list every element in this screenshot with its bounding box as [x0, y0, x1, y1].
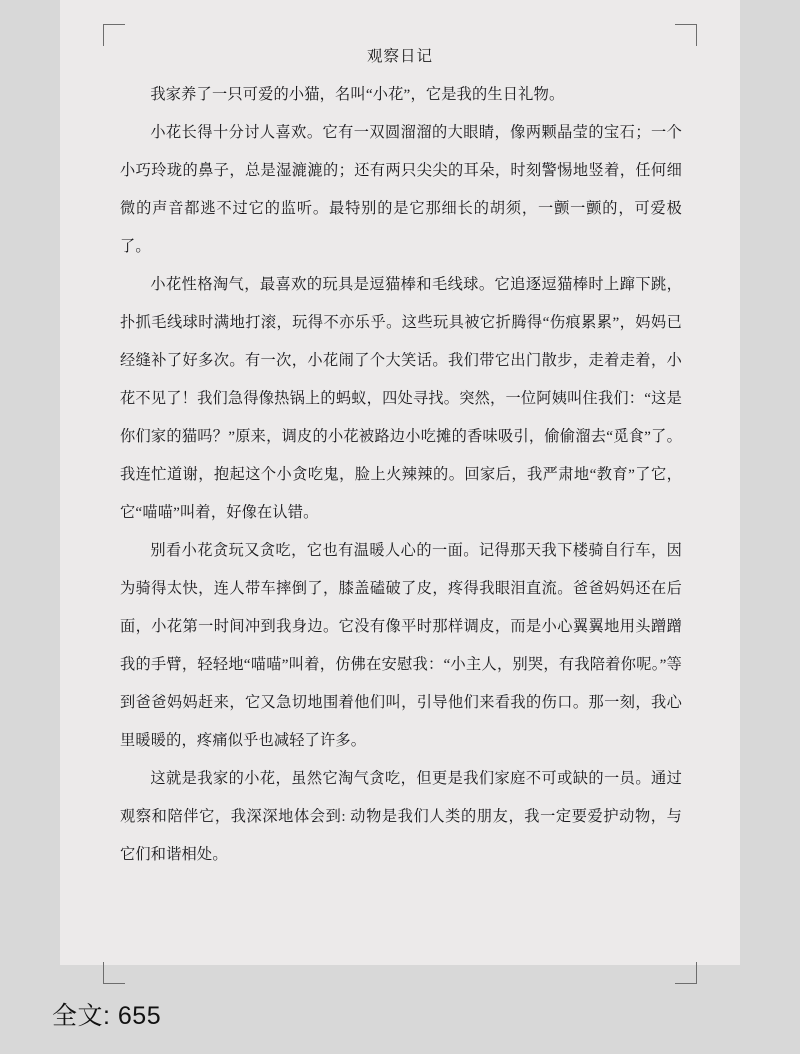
crop-mark-top-left	[103, 24, 125, 46]
paragraph: 小花性格淘气，最喜欢的玩具是逗猫棒和毛线球。它追逐逗猫棒时上蹿下跳，扑抓毛线球时满地打滚，玩得不亦乐乎。这些玩具被它折腾得“伤痕累累”，妈妈已经缝补了好多次。有一次，小花闹了个大笑话。我们带它出门散步，走着走着，小花不见了！我们急得像热锅上的蚂蚁，四处寻找。突然，一位阿姨叫住我们：“这是你们家的猫吗？”原来，调皮的小花被路边小吃摊的香味吸引，偷偷溜去“觅食”了。我连忙道谢，抱起这个小贪吃鬼，脸上火辣辣的。回家后，我严肃地“教育”了它，它“喵喵”叫着，好像在认错。	[120, 276, 682, 521]
paragraph: 我家养了一只可爱的小猫，名叫“小花”，它是我的生日礼物。	[150, 86, 565, 103]
crop-mark-bottom-left	[103, 962, 125, 984]
paragraph: 这就是我家的小花，虽然它淘气贪吃，但更是我们家庭不可或缺的一员。通过观察和陪伴它，我深深地体会到: 动物是我们人类的朋友，我一定要爱护动物，与它们和谐相处。	[120, 770, 682, 863]
paragraph: 别看小花贪玩又贪吃，它也有温暖人心的一面。记得那天我下楼骑自行车，因为骑得太快，连人带车摔倒了，膝盖磕破了皮，疼得我眼泪直流。爸爸妈妈还在后面，小花第一时间冲到我身边。它没有像平时那样调皮，而是小心翼翼地用头蹭蹭我的手臂，轻轻地“喵喵”叫着，仿佛在安慰我：“小主人，别哭，有我陪着你呢。”等到爸爸妈妈赶来，它又急切地围着他们叫，引导他们来看我的伤口。那一刻，我心里暖暖的，疼痛似乎也减轻了许多。	[120, 542, 682, 749]
paragraph: 小花长得十分讨人喜欢。它有一双圆溜溜的大眼睛，像两颗晶莹的宝石；一个小巧玲珑的鼻子，总是湿漉漉的；还有两只尖尖的耳朵，时刻警惕地竖着，任何细微的声音都逃不过它的监听。最特别的是它那细长的胡须，一颤一颤的，可爱极了。	[120, 124, 682, 255]
word-count-label: 全文: 655	[52, 1002, 162, 1030]
document-title: 观察日记	[366, 48, 433, 65]
crop-mark-top-right	[675, 24, 697, 46]
document-body[interactable]	[120, 76, 682, 874]
crop-mark-bottom-right	[675, 962, 697, 984]
